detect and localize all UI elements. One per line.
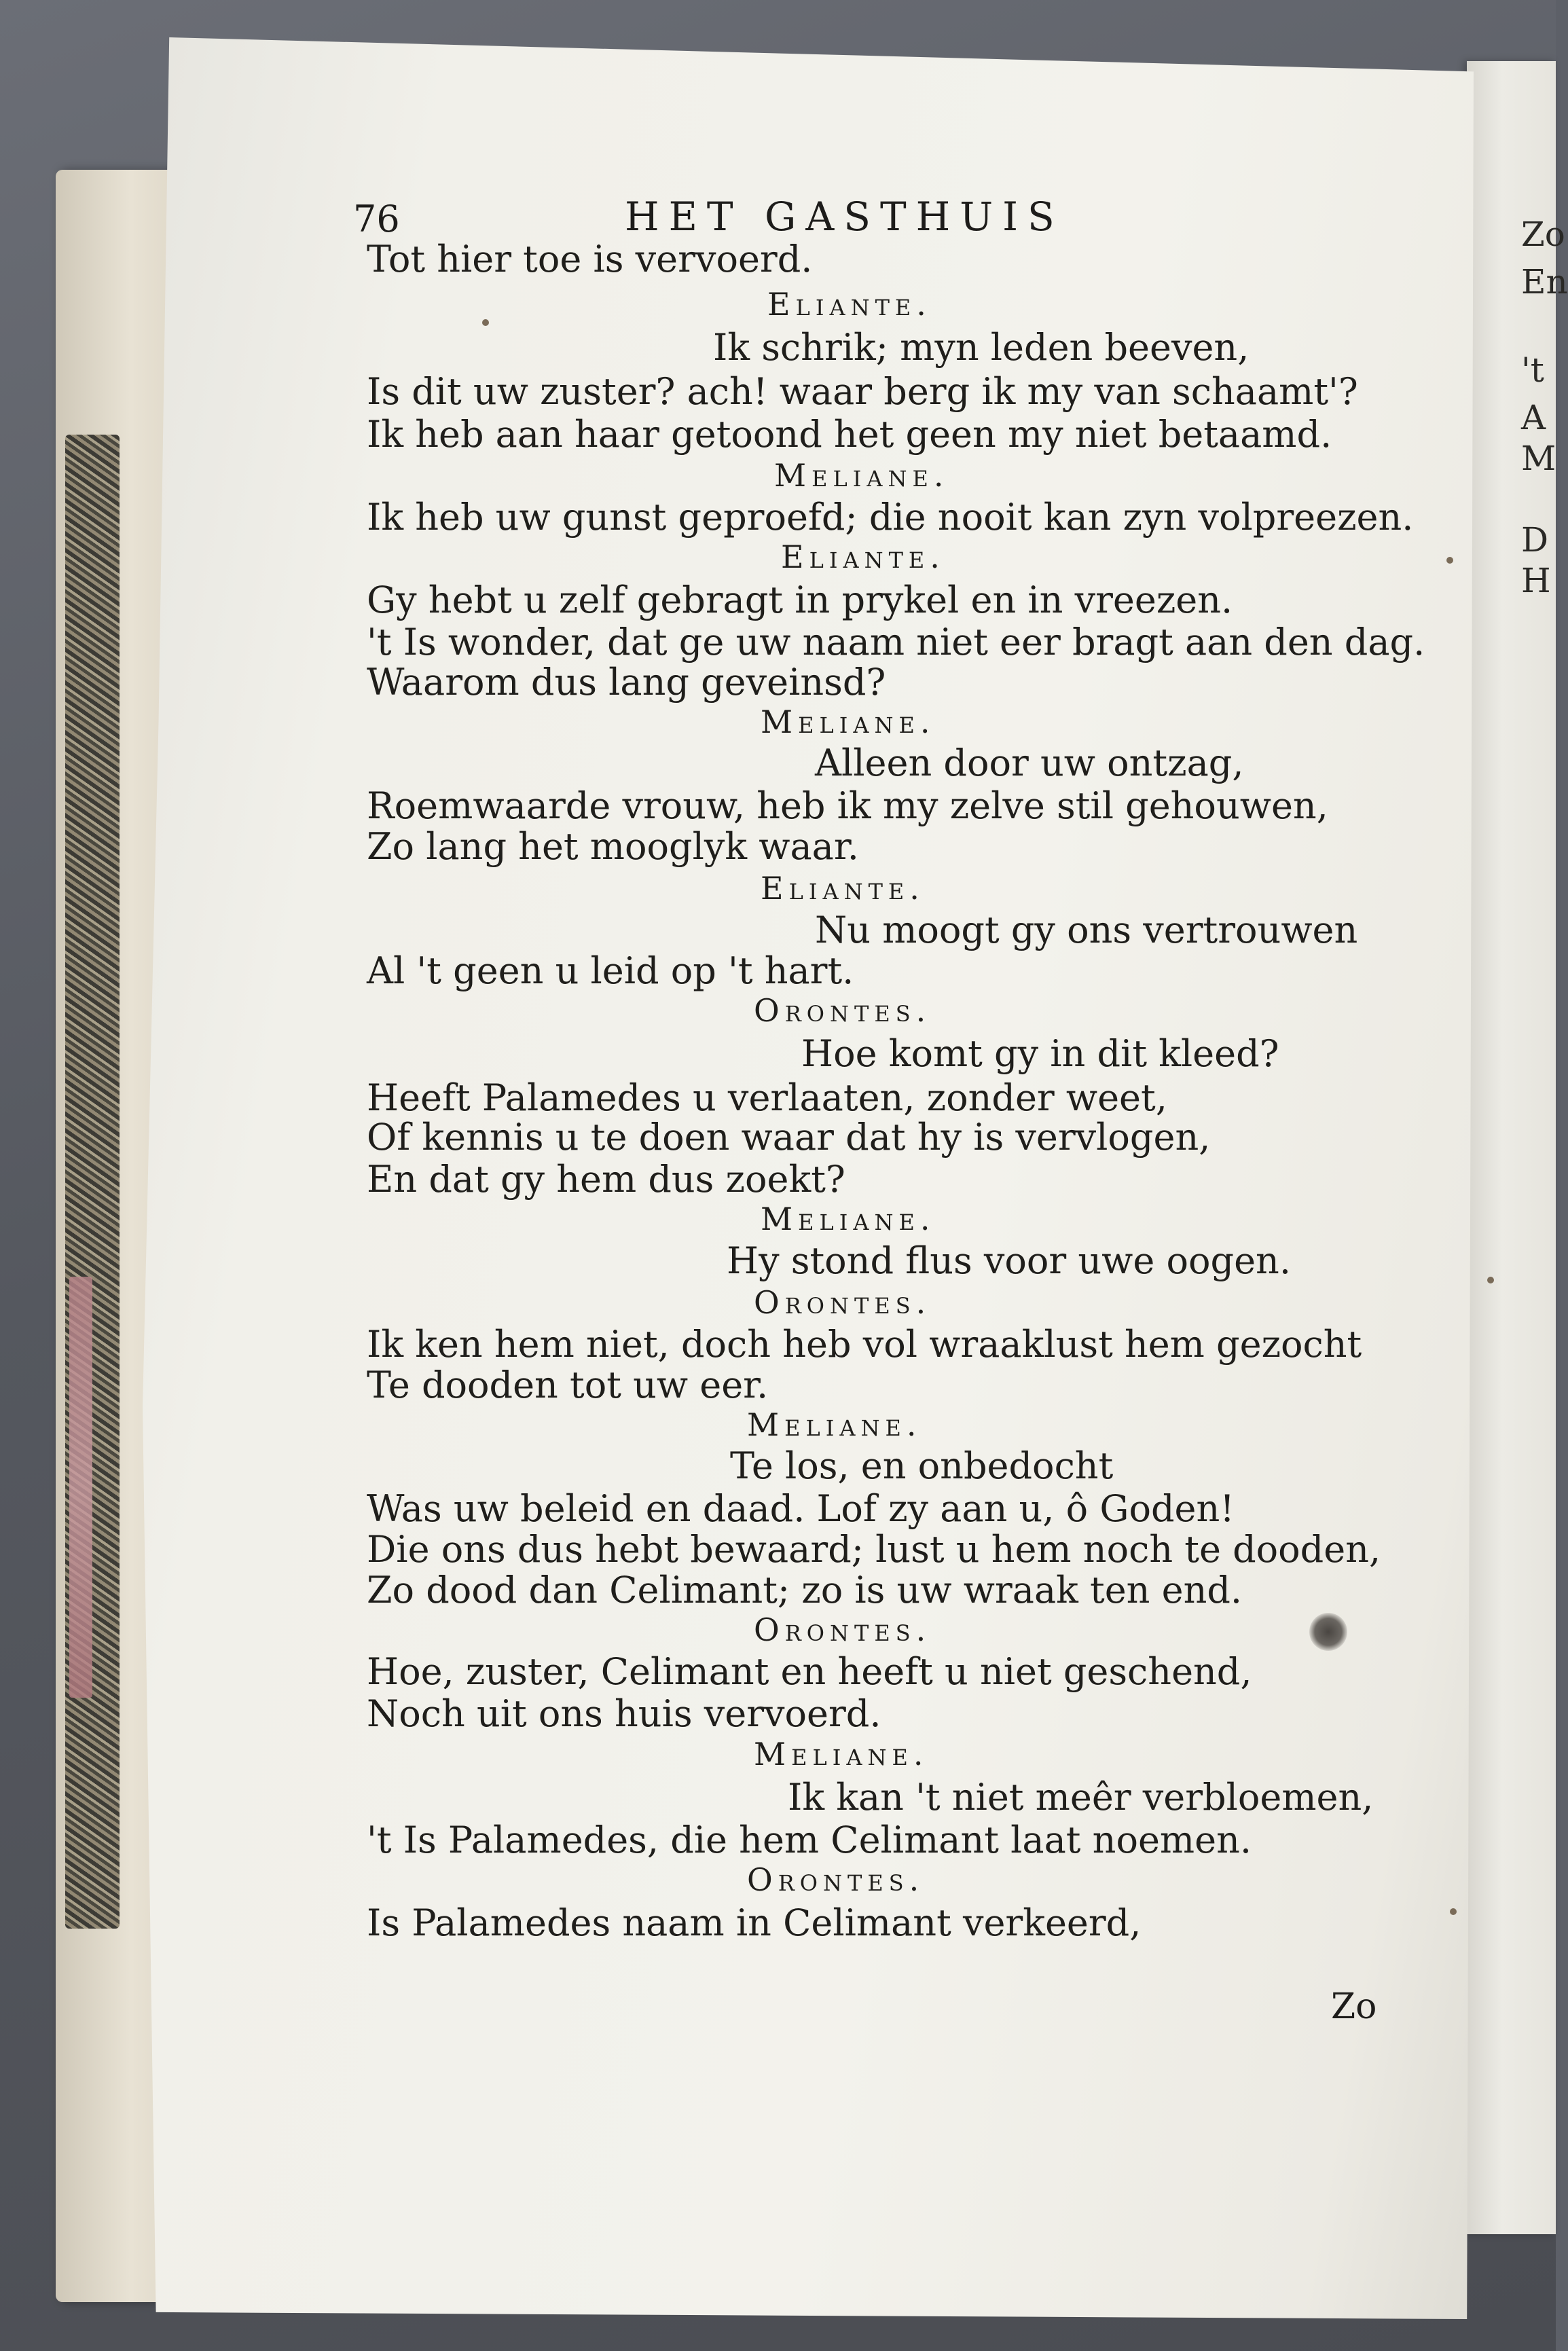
verse-line: Ik heb aan haar getoond het geen my niet betaamd. [367, 413, 1332, 456]
paper-speck [482, 319, 489, 326]
facing-fragment: D [1521, 520, 1549, 560]
facing-fragment: A [1521, 398, 1546, 437]
speaker-name: Meliane. [761, 1201, 936, 1237]
verse-line: Alleen door uw ontzag, [815, 742, 1244, 784]
facing-fragment: En [1521, 262, 1568, 302]
speaker-name: Meliane. [747, 1406, 922, 1443]
ink-smudge [1309, 1613, 1347, 1651]
running-head: HET GASTHUIS [625, 194, 1064, 240]
verse-line: Roemwaarde vrouw, heb ik my zelve stil gehouwen, [367, 784, 1328, 827]
speaker-name: Eliante. [781, 539, 945, 575]
verse-line: Noch uit ons huis vervoerd. [367, 1692, 881, 1735]
verse-line: Zo dood dan Celimant; zo is uw wraak ten end. [367, 1569, 1243, 1611]
verse-line: Ik ken hem niet, doch heb vol wraaklust hem gezocht [367, 1323, 1362, 1366]
page-content [353, 194, 1425, 2027]
marbled-spine [65, 435, 120, 1929]
page-number: 76 [353, 198, 400, 240]
facing-fragment: 't [1521, 350, 1544, 390]
verse-line: Was uw beleid en daad. Lof zy aan u, ô Goden! [367, 1487, 1235, 1530]
spine-red-patch [69, 1277, 92, 1698]
facing-fragment: H [1521, 561, 1551, 600]
verse-line: Heeft Palamedes u verlaaten, zonder weet, [367, 1076, 1167, 1119]
speaker-name: Orontes. [747, 1861, 925, 1898]
speaker-name: Orontes. [754, 1611, 932, 1648]
paper-speck [1487, 1277, 1494, 1283]
speaker-name: Meliane. [754, 1736, 929, 1772]
verse-line: Hoe komt gy in dit kleed? [801, 1032, 1279, 1075]
verse-line: Te los, en onbedocht [730, 1444, 1114, 1487]
speaker-name: Orontes. [754, 1284, 932, 1321]
verse-line: Ik kan 't niet meêr verbloemen, [788, 1776, 1374, 1819]
verse-line: Hoe, zuster, Celimant en heeft u niet geschend, [367, 1650, 1252, 1693]
speaker-name: Orontes. [754, 992, 932, 1029]
verse-line: Gy hebt u zelf gebragt in prykel en in vreezen. [367, 579, 1233, 621]
speaker-name: Meliane. [761, 704, 936, 740]
verse-line: Of kennis u te doen waar dat hy is vervlogen, [367, 1116, 1211, 1159]
paper-speck [1446, 557, 1453, 564]
verse-line: Ik heb uw gunst geproefd; die nooit kan zyn volpreezen. [367, 496, 1414, 539]
verse-line: Ik schrik; myn leden beeven, [713, 326, 1250, 369]
speaker-name: Eliante. [767, 286, 932, 323]
verse-line: Waarom dus lang geveinsd? [367, 661, 886, 704]
speaker-name: Eliante. [761, 870, 925, 907]
verse-line: 't Is wonder, dat ge uw naam niet eer bragt aan den dag. [367, 621, 1425, 663]
verse-line: Die ons dus hebt bewaard; lust u hem noch te dooden, [367, 1528, 1381, 1571]
facing-fragment: Zo [1521, 215, 1565, 254]
verse-line: Zo lang het mooglyk waar. [367, 825, 859, 868]
facing-page [1467, 61, 1568, 2234]
catchword: Zo [1331, 1986, 1377, 2027]
verse-line: 't Is Palamedes, die hem Celimant laat noemen. [367, 1819, 1252, 1861]
verse-line: En dat gy hem dus zoekt? [367, 1158, 845, 1201]
verse-line: Te dooden tot uw eer. [367, 1364, 769, 1406]
verse-line: Tot hier toe is vervoerd. [367, 238, 813, 280]
verse-line: Is dit uw zuster? ach! waar berg ik my van schaamt'? [367, 370, 1358, 413]
verse-line: Al 't geen u leid op 't hart. [367, 949, 854, 992]
verse-line: Nu moogt gy ons vertrouwen [815, 909, 1358, 951]
verse-line: Hy stond flus voor uwe oogen. [727, 1239, 1291, 1282]
page-header [353, 194, 1161, 241]
paper-speck [1450, 1908, 1457, 1915]
speaker-name: Meliane. [774, 457, 949, 494]
facing-fragment: M [1521, 439, 1556, 478]
verse-line: Is Palamedes naam in Celimant verkeerd, [367, 1901, 1142, 1944]
